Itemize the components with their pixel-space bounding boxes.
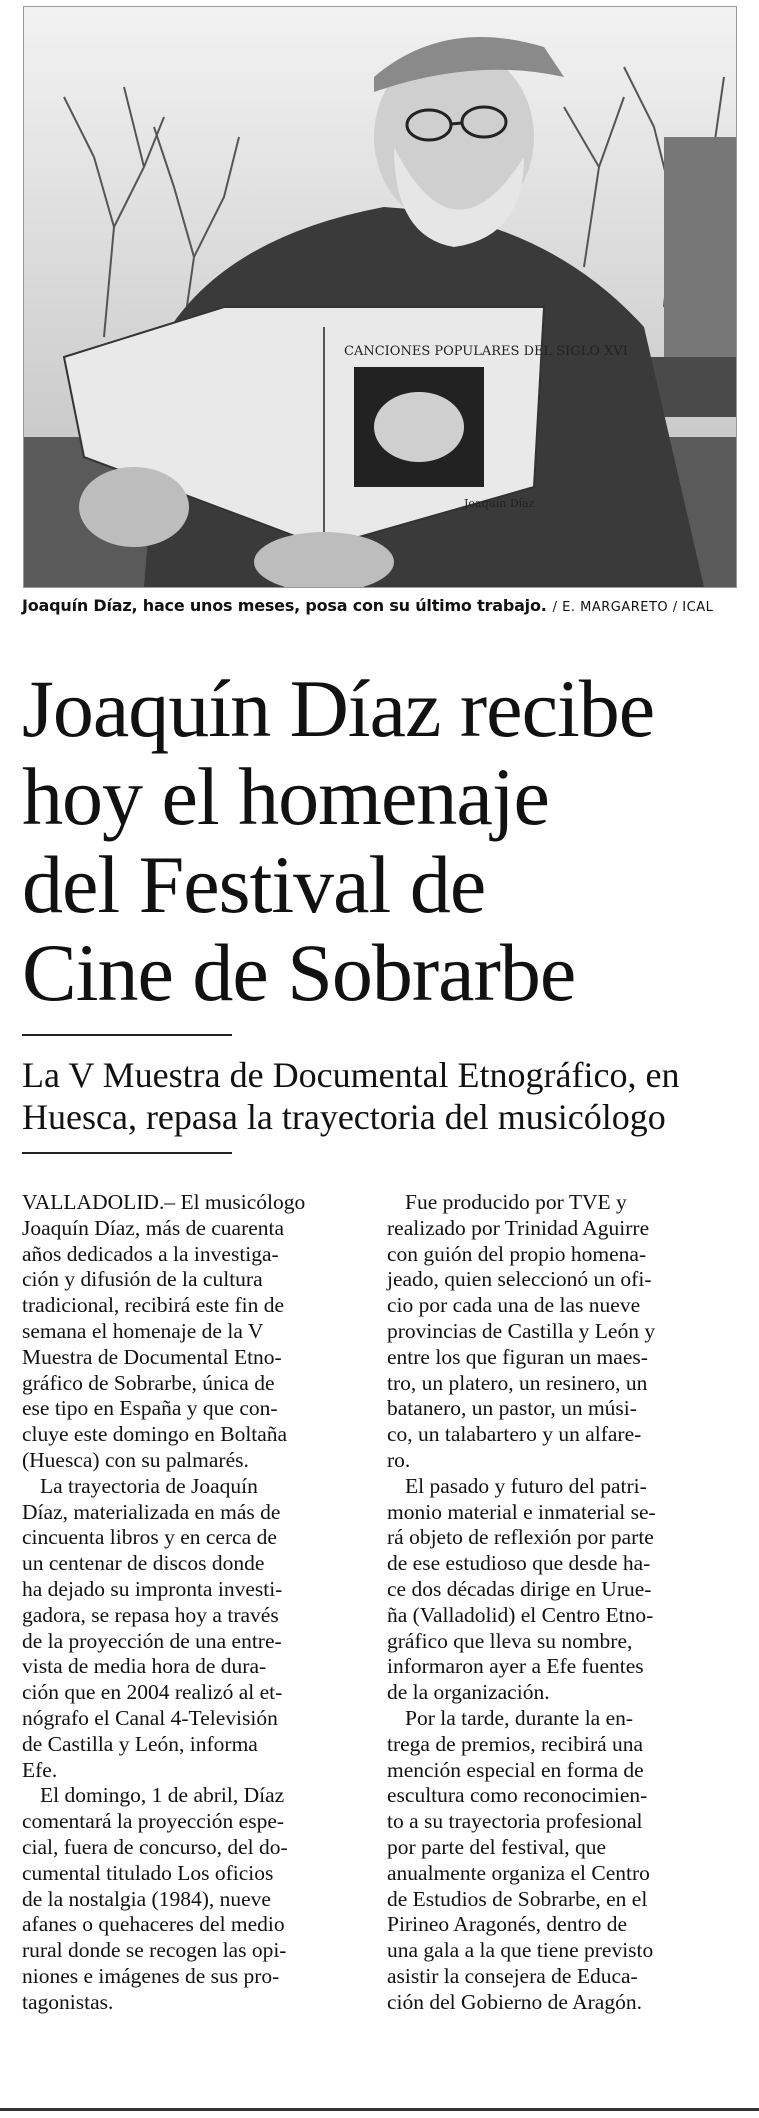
body-line: trega de premios, recibirá una: [387, 1731, 644, 1756]
body-line: rá objeto de reflexión por parte: [387, 1525, 654, 1550]
headline-divider: [22, 1034, 232, 1036]
body-line: Joaquín Díaz, más de cuarenta: [22, 1215, 285, 1240]
body-line: de la nostalgia (1984), nueve: [22, 1886, 271, 1911]
body-line: niones e imágenes de sus pro-: [22, 1963, 280, 1988]
body-line: de la proyección de una entre-: [22, 1628, 282, 1653]
body-line: entre los que figuran un maes-: [387, 1344, 648, 1369]
photo-credit: / E. MARGARETO / ICAL: [552, 600, 714, 615]
body-line: tradicional, recibirá este fin de: [22, 1293, 285, 1318]
caption-text: Joaquín Díaz, hace unos meses, posa con su último trabajo.: [22, 596, 547, 615]
body-line: informaron ayer a Efe fuentes: [387, 1654, 644, 1679]
headline-line: Joaquín Díaz recibe: [22, 663, 655, 754]
body-line: rural donde se recogen las opi-: [22, 1938, 287, 1963]
body-line: monio material e inmaterial se-: [387, 1499, 656, 1524]
body-line: Muestra de Documental Etno-: [22, 1344, 282, 1369]
body-line: to a su trayectoria profesional: [387, 1809, 643, 1834]
body-line: Por la tarde, durante la en-: [405, 1705, 634, 1730]
body-line: cio por cada una de las nueve: [387, 1293, 641, 1318]
body-line: de ese estudioso que desde ha-: [387, 1551, 651, 1576]
body-line: ha dejado su impronta investi-: [22, 1576, 283, 1601]
article-column-right: [387, 1190, 732, 2016]
body-line: asistir la consejera de Educa-: [387, 1963, 638, 1988]
body-line: gráfico de Sobrarbe, única de: [22, 1370, 275, 1395]
body-line: Pirineo Aragonés, dentro de: [387, 1912, 628, 1937]
headline-line: Cine de Sobrarbe: [22, 927, 576, 1018]
headline: [22, 665, 742, 1017]
body-line: Fue producido por TVE y: [405, 1190, 627, 1214]
body-line: realizado por Trinidad Aguirre: [387, 1215, 650, 1240]
body-line: El pasado y futuro del patri-: [405, 1473, 647, 1498]
body-line: La trayectoria de Joaquín: [40, 1473, 258, 1498]
page-bottom-rule: [0, 2108, 759, 2111]
body-line: cluye este domingo en Boltaña: [22, 1422, 288, 1447]
article-photo: [23, 6, 737, 588]
body-line: cincuenta libros y en cerca de: [22, 1525, 277, 1550]
body-line: batanero, un pastor, un músi-: [387, 1396, 637, 1421]
body-line: co, un talabartero y un alfare-: [387, 1422, 642, 1447]
body-line: comentará la proyección espe-: [22, 1809, 285, 1834]
body-line: afanes o quehaceres del medio: [22, 1912, 285, 1937]
subhead-divider: [22, 1152, 232, 1154]
body-line: El domingo, 1 de abril, Díaz: [40, 1783, 285, 1808]
body-line: ce dos décadas dirige en Urue-: [387, 1576, 652, 1601]
body-line: un centenar de discos donde: [22, 1551, 265, 1576]
body-line: provincias de Castilla y León y: [387, 1318, 656, 1343]
body-line: Díaz, materializada en más de: [22, 1499, 281, 1524]
body-line: cial, fuera de concurso, del do-: [22, 1834, 288, 1859]
body-line: Efe.: [22, 1757, 58, 1782]
body-line: (Huesca) con su palmarés.: [22, 1447, 249, 1472]
body-line: ña (Valladolid) el Centro Etno-: [387, 1602, 654, 1627]
body-line: ro.: [387, 1447, 411, 1472]
body-line: anualmente organiza el Centro: [387, 1860, 650, 1885]
article-column-left: [22, 1190, 362, 2016]
headline-line: hoy el homenaje: [22, 751, 549, 842]
headline-line: del Festival de: [22, 839, 486, 930]
body-line: tagonistas.: [22, 1989, 114, 2014]
subheadline-line: La V Muestra de Documental Etnográfico, en: [22, 1055, 680, 1095]
body-line: jeado, quien seleccionó un ofi-: [387, 1267, 652, 1292]
body-line: de Castilla y León, informa: [22, 1731, 258, 1756]
body-line: ción del Gobierno de Aragón.: [387, 1989, 642, 2014]
body-line: una gala a la que tiene previsto: [387, 1938, 654, 1963]
body-line: con guión del propio homena-: [387, 1241, 647, 1266]
subheadline: [22, 1054, 742, 1138]
body-line: escultura como reconocimien-: [387, 1783, 648, 1808]
body-line: por parte del festival, que: [387, 1834, 607, 1859]
photo-illustration: [24, 7, 736, 587]
body-line: de Estudios de Sobrarbe, en el: [387, 1886, 648, 1911]
body-line: cumental titulado Los oficios: [22, 1860, 274, 1885]
body-line: gadora, se repasa hoy a través: [22, 1602, 279, 1627]
body-line: VALLADOLID.– El musicólogo: [22, 1190, 306, 1214]
body-line: de la organización.: [387, 1680, 550, 1705]
body-line: tro, un platero, un resinero, un: [387, 1370, 648, 1395]
book-author-text: Joaquín Díaz: [464, 497, 535, 510]
body-line: vista de media hora de dura-: [22, 1654, 267, 1679]
body-line: mención especial en forma de: [387, 1757, 644, 1782]
body-line: años dedicados a la investiga-: [22, 1241, 279, 1266]
subheadline-line: Huesca, repasa la trayectoria del musicólogo: [22, 1097, 666, 1137]
body-line: gráfico que lleva su nombre,: [387, 1628, 633, 1653]
body-line: ese tipo en España y que con-: [22, 1396, 278, 1421]
body-line: ción que en 2004 realizó al et-: [22, 1680, 283, 1705]
book-title-text: CANCIONES POPULARES DEL SIGLO XVI: [344, 344, 628, 359]
body-line: ción y difusión de la cultura: [22, 1267, 263, 1292]
body-line: semana el homenaje de la V: [22, 1318, 264, 1343]
body-line: nógrafo el Canal 4-Televisión: [22, 1705, 278, 1730]
photo-caption: [22, 596, 742, 615]
